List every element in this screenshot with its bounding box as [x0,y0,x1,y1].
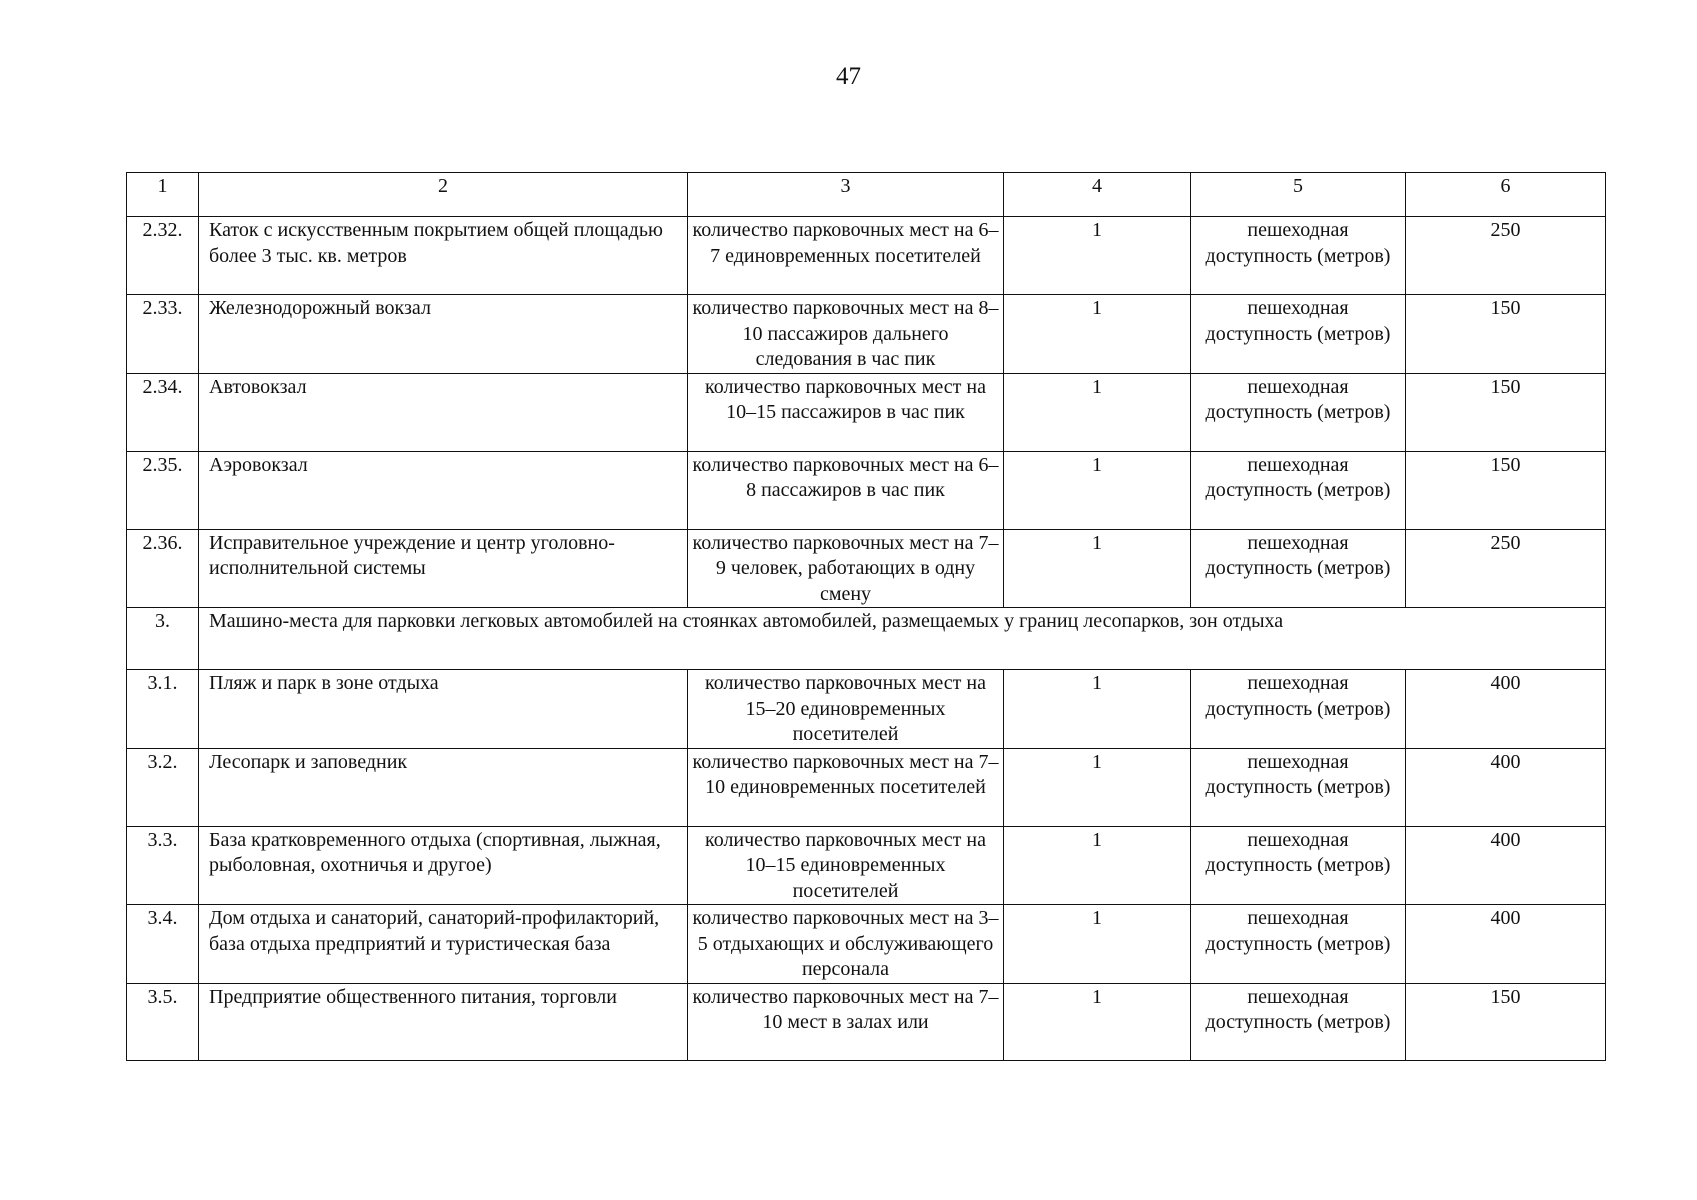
header-cell: 4 [1004,173,1191,217]
accessibility: пешеходная доступность (метров) [1191,217,1406,295]
calc-unit: количество парковочных мест на 7–10 мест в залах или [688,983,1004,1060]
quantity: 1 [1004,983,1191,1060]
accessibility: пешеходная доступность (метров) [1191,670,1406,749]
quantity: 1 [1004,451,1191,529]
row-number: 2.32. [127,217,199,295]
quantity: 1 [1004,748,1191,826]
table-row [127,217,1606,295]
row-number: 3.4. [127,905,199,984]
calc-unit: количество парковочных мест на 7–9 человек, работающих в одну смену [688,529,1004,608]
table-section-row [127,608,1606,670]
distance: 400 [1406,670,1606,749]
distance: 150 [1406,373,1606,451]
calc-unit: количество парковочных мест на 7–10 единовременных посетителей [688,748,1004,826]
quantity: 1 [1004,670,1191,749]
table-row [127,983,1606,1060]
page-number: 47 [836,63,861,90]
row-number: 2.33. [127,295,199,374]
row-number: 2.34. [127,373,199,451]
table-row [127,529,1606,608]
calc-unit: количество парковочных мест на 10–15 единовременных посетителей [688,826,1004,905]
distance: 250 [1406,217,1606,295]
object-name: Железнодорожный вокзал [199,295,688,374]
quantity: 1 [1004,826,1191,905]
distance: 150 [1406,451,1606,529]
header-cell: 5 [1191,173,1406,217]
object-name: Дом отдыха и санаторий, санаторий-профилакторий, база отдыха предприятий и туристическая база [199,905,688,984]
object-name: Каток с искусственным покрытием общей площадью более 3 тыс. кв. метров [199,217,688,295]
accessibility: пешеходная доступность (метров) [1191,295,1406,374]
table-row [127,905,1606,984]
table-row [127,748,1606,826]
object-name: Исправительное учреждение и центр уголовно-исполнительной системы [199,529,688,608]
header-cell: 3 [688,173,1004,217]
calc-unit: количество парковочных мест на 6–8 пассажиров в час пик [688,451,1004,529]
table-row [127,826,1606,905]
accessibility: пешеходная доступность (метров) [1191,748,1406,826]
object-name: Предприятие общественного питания, торговли [199,983,688,1060]
quantity: 1 [1004,295,1191,374]
distance: 400 [1406,905,1606,984]
section-title: Машино-места для парковки легковых автомобилей на стоянках автомобилей, размещаемых у границ лесопарков, зон отдыха [199,608,1606,670]
calc-unit: количество парковочных мест на 6–7 единовременных посетителей [688,217,1004,295]
calc-unit: количество парковочных мест на 10–15 пассажиров в час пик [688,373,1004,451]
distance: 150 [1406,983,1606,1060]
accessibility: пешеходная доступность (метров) [1191,983,1406,1060]
distance: 400 [1406,748,1606,826]
object-name: Автовокзал [199,373,688,451]
row-number: 2.35. [127,451,199,529]
object-name: Лесопарк и заповедник [199,748,688,826]
table-row [127,451,1606,529]
header-cell: 1 [127,173,199,217]
distance: 400 [1406,826,1606,905]
distance: 250 [1406,529,1606,608]
table-row [127,373,1606,451]
accessibility: пешеходная доступность (метров) [1191,373,1406,451]
accessibility: пешеходная доступность (метров) [1191,529,1406,608]
accessibility: пешеходная доступность (метров) [1191,451,1406,529]
quantity: 1 [1004,905,1191,984]
norms-table [126,172,1606,1061]
object-name: Пляж и парк в зоне отдыха [199,670,688,749]
table-row [127,670,1606,749]
row-number: 3.2. [127,748,199,826]
accessibility: пешеходная доступность (метров) [1191,905,1406,984]
section-number: 3. [127,608,199,670]
calc-unit: количество парковочных мест на 3–5 отдыхающих и обслуживающего персонала [688,905,1004,984]
header-cell: 6 [1406,173,1606,217]
accessibility: пешеходная доступность (метров) [1191,826,1406,905]
row-number: 3.3. [127,826,199,905]
header-cell: 2 [199,173,688,217]
quantity: 1 [1004,217,1191,295]
object-name: База кратковременного отдыха (спортивная, лыжная, рыболовная, охотничья и другое) [199,826,688,905]
quantity: 1 [1004,373,1191,451]
calc-unit: количество парковочных мест на 15–20 единовременных посетителей [688,670,1004,749]
table-header-row [127,173,1606,217]
table-row [127,295,1606,374]
distance: 150 [1406,295,1606,374]
row-number: 3.1. [127,670,199,749]
row-number: 2.36. [127,529,199,608]
row-number: 3.5. [127,983,199,1060]
quantity: 1 [1004,529,1191,608]
calc-unit: количество парковочных мест на 8–10 пассажиров дальнего следования в час пик [688,295,1004,374]
object-name: Аэровокзал [199,451,688,529]
